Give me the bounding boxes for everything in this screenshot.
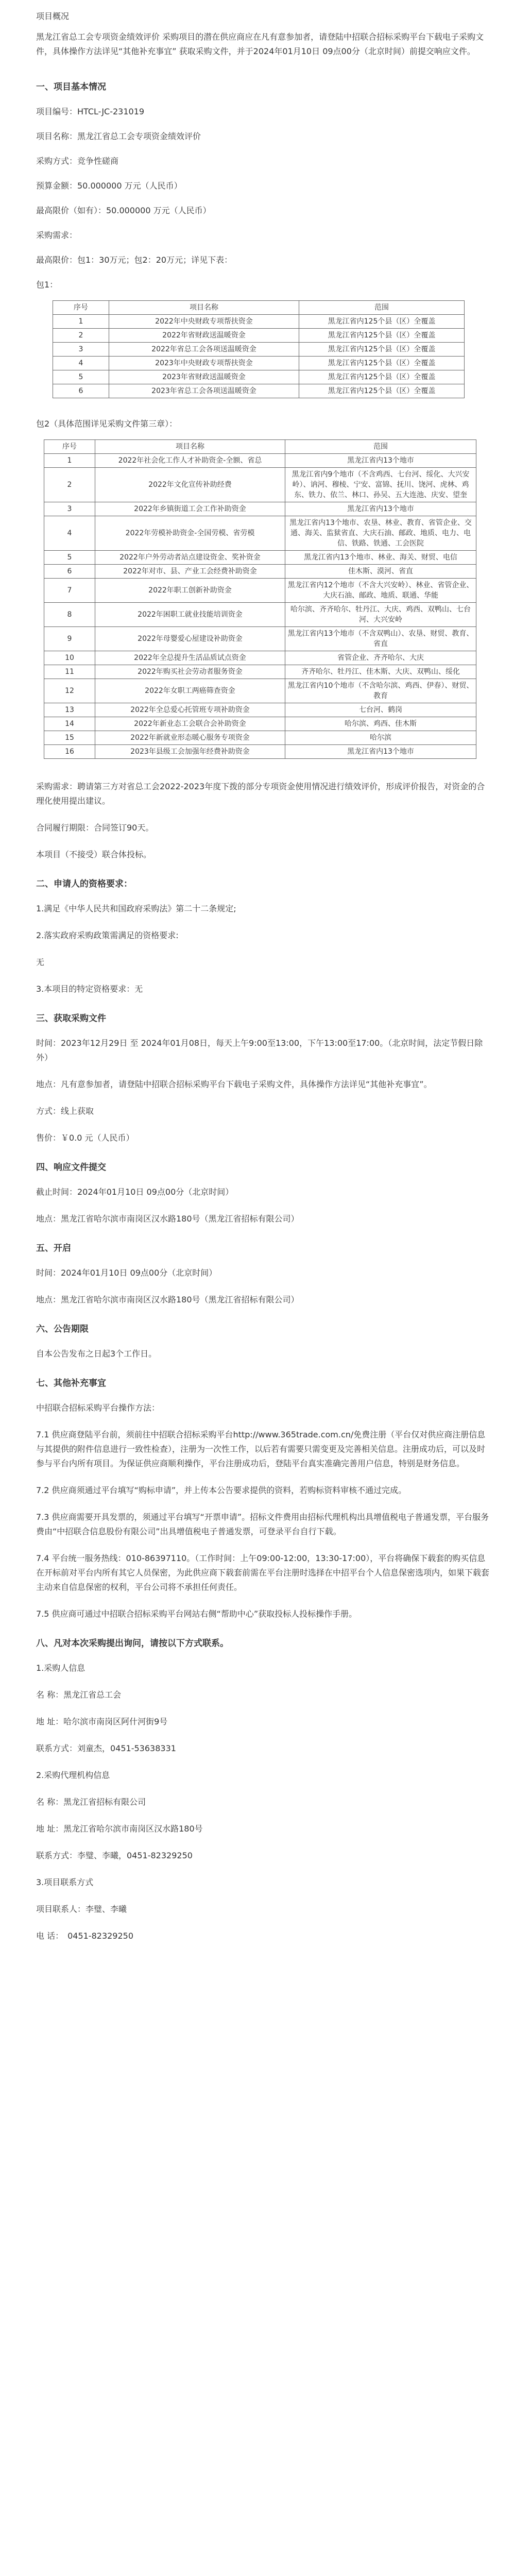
table-cell: 黑龙江省内125个县（区）全覆盖 [299, 384, 465, 398]
qualification-2: 2.落实政府采购政策需满足的资格要求: [36, 930, 179, 940]
table-cell: 2022年省总工会各项送温暖资金 [109, 343, 299, 357]
submit-place: 地点：黑龙江省哈尔滨市南岗区汉水路180号（黑龙江省招标有限公司） [36, 1214, 299, 1224]
period-text: 自本公告发布之日起3个工作日。 [36, 1349, 157, 1359]
qualification-3: 3.本项目的特定资格要求：无 [36, 984, 143, 994]
obtain-place: 地点：凡有意参加者，请登陆中招联合招标采购平台下载电子采购文件，具体操作方法详见“其他补充事宜”。 [36, 1079, 432, 1089]
qualification-2-value: 无 [36, 957, 45, 967]
section-other-heading: 七、其他补充事宜 [36, 1378, 106, 1388]
section-obtain-heading: 三、获取采购文件 [36, 1013, 106, 1024]
max-price: 最高限价（如有）：50.000000 万元（人民币） [36, 206, 211, 215]
agency-phone: 联系方式：李璧、李曦，0451-82329250 [36, 1851, 193, 1860]
obtain-time: 时间：2023年12月29日 至 2024年01月08日，每天上午9:00至13:00，下午13:00至17:00。（北京时间，法定节假日除外） [36, 1038, 483, 1062]
table-cell: 黑龙江省内13个地市（不含双鸭山）、农垦、财贸、教育、省直 [285, 627, 476, 651]
submit-deadline: 截止时间：2024年01月10日 09点00分（北京时间） [36, 1187, 234, 1197]
table-cell: 2 [44, 468, 95, 502]
table-header-cell: 序号 [44, 440, 95, 454]
table-cell: 10 [44, 651, 95, 665]
requirement-label: 采购需求： [36, 230, 78, 240]
section-submit-heading: 四、响应文件提交 [36, 1162, 106, 1173]
table-cell: 2022年劳模补助资金-全国劳模、省劳模 [95, 516, 285, 551]
table-cell: 哈尔滨、齐齐哈尔、牡丹江、大庆、鸡西、双鸭山、七台河、大兴安岭 [285, 603, 476, 627]
table-cell: 3 [53, 343, 109, 357]
table-cell: 黑龙江省内13个地市、农垦、林业、教育、省管企业、交通、海关、监狱省直、大庆石油、邮政、地质、电力、电信、铁路、铁通、工会医院 [285, 516, 476, 551]
table-row [44, 717, 476, 731]
table-row [44, 516, 476, 551]
table-row [44, 651, 476, 665]
table-cell: 黑龙江省内13个地市、林业、海关、财贸、电信 [285, 551, 476, 565]
procurement-method: 采购方式：竞争性磋商 [36, 156, 119, 166]
table-header-cell: 范围 [299, 301, 465, 315]
table-cell: 黑龙江省内9个地市（不含鸡西、七台河、绥化、大兴安岭）、讷河、穆棱、宁安、富锦、抚川、饶河、虎林、鸡东、铁力、依兰、林口、孙吴、五大连池、庆安、望奎 [285, 468, 476, 502]
table-header-cell: 序号 [53, 301, 109, 315]
table-cell: 2022年购买社会劳动者服务资金 [95, 665, 285, 679]
table-row [44, 679, 476, 703]
agency-address: 地 址：黑龙江省哈尔滨市南岗区汉水路180号 [36, 1824, 203, 1834]
table-row [44, 551, 476, 565]
table-cell: 8 [44, 603, 95, 627]
project-contact-person: 项目联系人：李璧、李曦 [36, 1904, 127, 1914]
table-row [53, 329, 465, 343]
table-row [53, 384, 465, 398]
table-row [44, 468, 476, 502]
table-cell: 2023年省财政送温暖资金 [109, 370, 299, 384]
table-row [53, 370, 465, 384]
open-place: 地点：黑龙江省哈尔滨市南岗区汉水路180号（黑龙江省招标有限公司） [36, 1295, 299, 1304]
open-time: 时间：2024年01月10日 09点00分（北京时间） [36, 1268, 217, 1278]
project-contact-label: 3.项目联系方式 [36, 1877, 94, 1887]
platform-method-label: 中招联合招标采购平台操作方法： [36, 1403, 160, 1413]
agency-label: 2.采购代理机构信息 [36, 1770, 110, 1780]
package1-table [53, 300, 465, 398]
table-cell: 齐齐哈尔、牡丹江、佳木斯、大庆、双鸭山、绥化 [285, 665, 476, 679]
section-basic-heading: 一、项目基本情况 [36, 82, 106, 92]
table-cell: 黑龙江省内125个县（区）全覆盖 [299, 357, 465, 370]
table-cell: 2022年文化宣传补助经费 [95, 468, 285, 502]
lot-limits: 最高限价：包1：30万元；包2：20万元；详见下表： [36, 255, 233, 265]
table-cell: 3 [44, 502, 95, 516]
table-cell: 哈尔滨、鸡西、佳木斯 [285, 717, 476, 731]
table-cell: 七台河、鹤岗 [285, 703, 476, 717]
table-cell: 2022年社会化工作人才补助资金-全额、省总 [95, 454, 285, 468]
table-cell: 黑龙江省内10个地市（不含哈尔滨、鸡西、伊春）、财贸、教育 [285, 679, 476, 703]
table-header-cell: 项目名称 [95, 440, 285, 454]
table-cell: 9 [44, 627, 95, 651]
table-cell: 2022年户外劳动者站点建设资金、奖补资金 [95, 551, 285, 565]
project-number: 项目编号：HTCL-JC-231019 [36, 107, 145, 116]
other-item-7-2: 7.2 供应商须通过平台填写“购标申请”，并上传本公告要求提供的资料，若购标资料审核不通过完成。 [36, 1485, 407, 1495]
table-row [44, 703, 476, 717]
table-cell: 2022年乡镇街道工会工作补助资金 [95, 502, 285, 516]
table-cell: 2022年母婴爱心屋建设补助资金 [95, 627, 285, 651]
table-row [53, 357, 465, 370]
other-item-7-4: 7.4 平台统一服务热线：010-86397110。（工作时间：上午09:00-12:00，13:30-17:00），平台将确保下载套的购买信息在开标前对平台内所有其它人员保密，为此供应商下载套前需在平台注册时选择在中招平台个人信息保密选项内，如果下载套主动来自信息保密的权利，平台公司将不承担任何责任。 [36, 1553, 490, 1592]
table-row [44, 579, 476, 603]
table-cell: 2022年女职工两癌筛查资金 [95, 679, 285, 703]
procurement-content: 采购需求：聘请第三方对省总工会2022-2023年度下拨的部分专项资金使用情况进行绩效评价，形成评价报告，对资金的合理化使用提出建议。 [36, 782, 485, 806]
table-row [44, 502, 476, 516]
table-row [44, 454, 476, 468]
section-qualification-heading: 二、申请人的资格要求： [36, 879, 132, 889]
table-cell: 5 [53, 370, 109, 384]
table-cell: 4 [44, 516, 95, 551]
purchaser-phone: 联系方式：刘童杰，0451-53638331 [36, 1743, 176, 1753]
table-header-cell: 项目名称 [109, 301, 299, 315]
table-cell: 黑龙江省内13个地市 [285, 745, 476, 759]
other-item-7-3: 7.3 供应商需要开具发票的，须通过平台填写“开票申请”。招标文件费用由招标代理机构出具增值税电子普通发票，平台服务费由“中招联合信息股份有限公司”出具增值税电子普通发票，可登录平台自行下载。 [36, 1512, 489, 1536]
section-open-heading: 五、开启 [36, 1243, 71, 1253]
table-cell: 2022年新就业形态暖心服务专项资金 [95, 731, 285, 745]
section-contact-heading: 八、凡对本次采购提出询问，请按以下方式联系。 [36, 1638, 229, 1649]
project-name: 项目名称：黑龙江省总工会专项资金绩效评价 [36, 131, 201, 141]
table-cell: 黑龙江省内13个地市 [285, 454, 476, 468]
overview-heading: 项目概况 [36, 11, 70, 21]
other-item-7-5: 7.5 供应商可通过中招联合招标采购平台网站右侧“帮助中心”获取投标人投标操作手册。 [36, 1609, 357, 1619]
table-row [53, 315, 465, 329]
table-cell: 哈尔滨 [285, 731, 476, 745]
table-cell: 5 [44, 551, 95, 565]
table-cell: 2023年省总工会各项送温暖资金 [109, 384, 299, 398]
table-row [44, 745, 476, 759]
table-cell: 黑龙江省内12个地市（不含大兴安岭）、林业、省管企业、大庆石油、邮政、地质、联通、华能 [285, 579, 476, 603]
table-cell: 2022年新业态工会联合会补助资金 [95, 717, 285, 731]
agency-name: 名 称：黑龙江省招标有限公司 [36, 1797, 146, 1807]
table-header-row [53, 301, 465, 315]
table-cell: 6 [44, 565, 95, 579]
table-cell: 2023年县级工会加强年经费补助资金 [95, 745, 285, 759]
table-cell: 2022年全总提升生活品质试点资金 [95, 651, 285, 665]
table-cell: 2022年职工创新补助资金 [95, 579, 285, 603]
budget-amount: 预算金额：50.000000 万元（人民币） [36, 181, 182, 191]
table-row [53, 343, 465, 357]
table-cell: 2022年中央财政专项帮扶资金 [109, 315, 299, 329]
section-period-heading: 六、公告期限 [36, 1324, 89, 1334]
table-cell: 黑龙江省内125个县（区）全覆盖 [299, 370, 465, 384]
table-cell: 15 [44, 731, 95, 745]
table-cell: 2 [53, 329, 109, 343]
table-cell: 2022年困职工就业技能培训资金 [95, 603, 285, 627]
purchaser-name: 名 称：黑龙江省总工会 [36, 1690, 122, 1700]
obtain-way: 方式：线上获取 [36, 1106, 94, 1116]
table-cell: 2023年中央财政专项帮扶资金 [109, 357, 299, 370]
obtain-price: 售价：￥0.0 元（人民币） [36, 1133, 134, 1143]
table-row [44, 565, 476, 579]
table-row [44, 627, 476, 651]
table-cell: 2022年省财政送温暖资金 [109, 329, 299, 343]
project-contact-phone: 电 话： 0451-82329250 [36, 1931, 134, 1941]
table-cell: 佳木斯、漠河、省直 [285, 565, 476, 579]
package1-label: 包1： [36, 280, 58, 290]
table-cell: 1 [53, 315, 109, 329]
table-row [44, 603, 476, 627]
overview-intro: 黑龙江省总工会专项资金绩效评价 采购项目的潜在供应商应在凡有意参加者，请登陆中招联合招标采购平台下载电子采购文件，具体操作方法详见“其他补充事宜” 获取采购文件，并于2024年01月10日 09点00分（北京时间）前提交响应文件。 [36, 32, 484, 56]
table-cell: 2022年全总爱心托管班专项补助资金 [95, 703, 285, 717]
table-cell: 黑龙江省内125个县（区）全覆盖 [299, 315, 465, 329]
table-cell: 黑龙江省内125个县（区）全覆盖 [299, 329, 465, 343]
package2-label: 包2（具体范围详见采购文件第三章）： [36, 419, 178, 429]
package2-table [44, 439, 476, 759]
table-header-row [44, 440, 476, 454]
table-cell: 13 [44, 703, 95, 717]
qualification-1: 1.满足《中华人民共和国政府采购法》第二十二条规定; [36, 904, 236, 913]
table-cell: 1 [44, 454, 95, 468]
table-cell: 2022年对市、县、产业工会经费补助资金 [95, 565, 285, 579]
table-cell: 11 [44, 665, 95, 679]
table-cell: 7 [44, 579, 95, 603]
table-cell: 4 [53, 357, 109, 370]
table-cell: 省管企业、齐齐哈尔、大庆 [285, 651, 476, 665]
contract-period: 合同履行期限：合同签订90天。 [36, 823, 154, 833]
table-cell: 黑龙江省内13个地市 [285, 502, 476, 516]
purchaser-address: 地 址：哈尔滨市南岗区阿什河街9号 [36, 1717, 168, 1726]
purchaser-label: 1.采购人信息 [36, 1663, 85, 1673]
table-header-cell: 范围 [285, 440, 476, 454]
table-cell: 14 [44, 717, 95, 731]
table-cell: 12 [44, 679, 95, 703]
table-row [44, 665, 476, 679]
consortium-note: 本项目（不接受）联合体投标。 [36, 850, 152, 859]
table-cell: 16 [44, 745, 95, 759]
table-cell: 6 [53, 384, 109, 398]
other-item-7-1: 7.1 供应商登陆平台前，须前往中招联合招标采购平台http://www.365trade.com.cn/免费注册（平台仅对供应商注册信息与其提供的附件信息进行一致性检查），注册为一次性工作，以后若有需要只需变更及完善相关信息。注册成功后，可以及时参与平台内所有项目。为保证供应商顺利操作，平台注册成功后，登陆平台真实准确完善用户信息，特别是财务信息。 [36, 1430, 486, 1468]
table-row [44, 731, 476, 745]
table-cell: 黑龙江省内125个县（区）全覆盖 [299, 343, 465, 357]
